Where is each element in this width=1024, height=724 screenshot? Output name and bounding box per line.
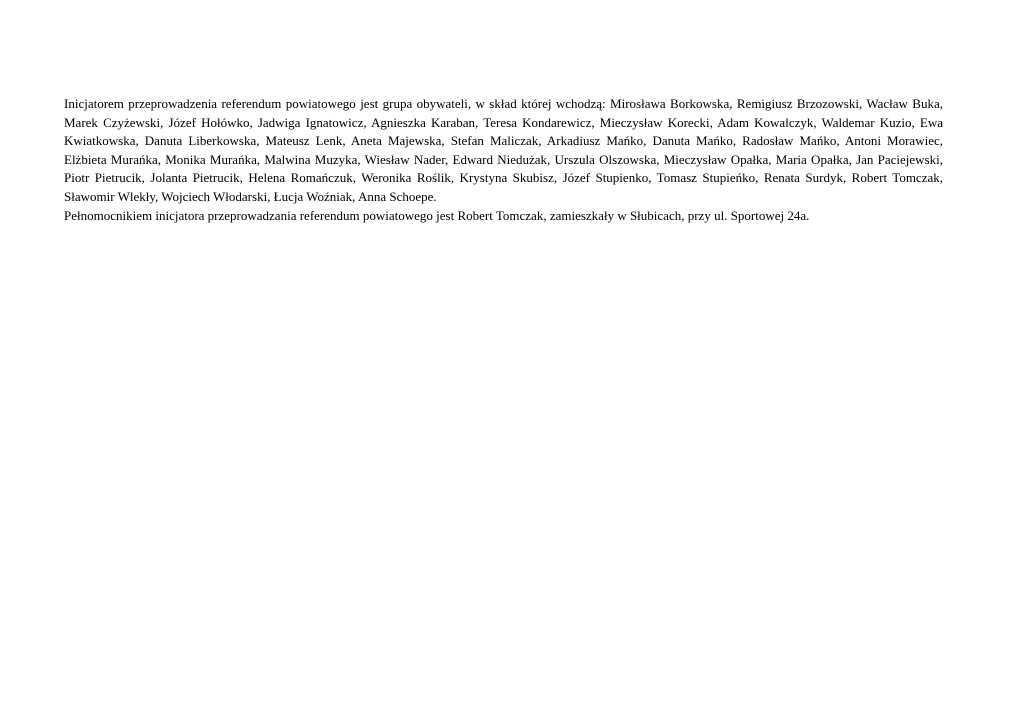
representative-paragraph: Pełnomocnikiem inicjatora przeprowadzania referendum powiatowego jest Robert Tomczak, zamieszkały w Słubicach, przy ul. Sportowej 24a.: [64, 207, 810, 223]
document-body: [64, 95, 943, 225]
initiators-paragraph: Inicjatorem przeprowadzenia referendum powiatowego jest grupa obywateli, w skład której wchodzą: Mirosława Borkowska, Remigiusz Brzozowski, Wacław Buka, Marek Czyżewski, Józef Hołówko, Jadwiga Ignatowicz, Agnieszka Karaban, Teresa Kondarewicz, Mieczysław Korecki, Adam Kowalczyk, Waldemar Kuzio, Ewa Kwiatkowska, Danuta Liberkowska, Mateusz Lenk, Aneta Majewska, Stefan Maliczak, Arkadiusz Mańko, Danuta Mańko, Radosław Mańko, Antoni Morawiec, Elżbieta Murańka, Monika Murańka, Malwina Muzyka, Wiesław Nader, Edward Niedużak, Urszula Olszowska, Mieczysław Opałka, Maria Opałka, Jan Paciejewski, Piotr Pietrucik, Jolanta Pietrucik, Helena Romańczuk, Weronika Roślik, Krystyna Skubisz, Józef Stupienko, Tomasz Stupieńko, Renata Surdyk, Robert Tomczak, Sławomir Wlekły, Wojciech Włodarski, Łucja Woźniak, Anna Schoepe.: [64, 96, 943, 204]
